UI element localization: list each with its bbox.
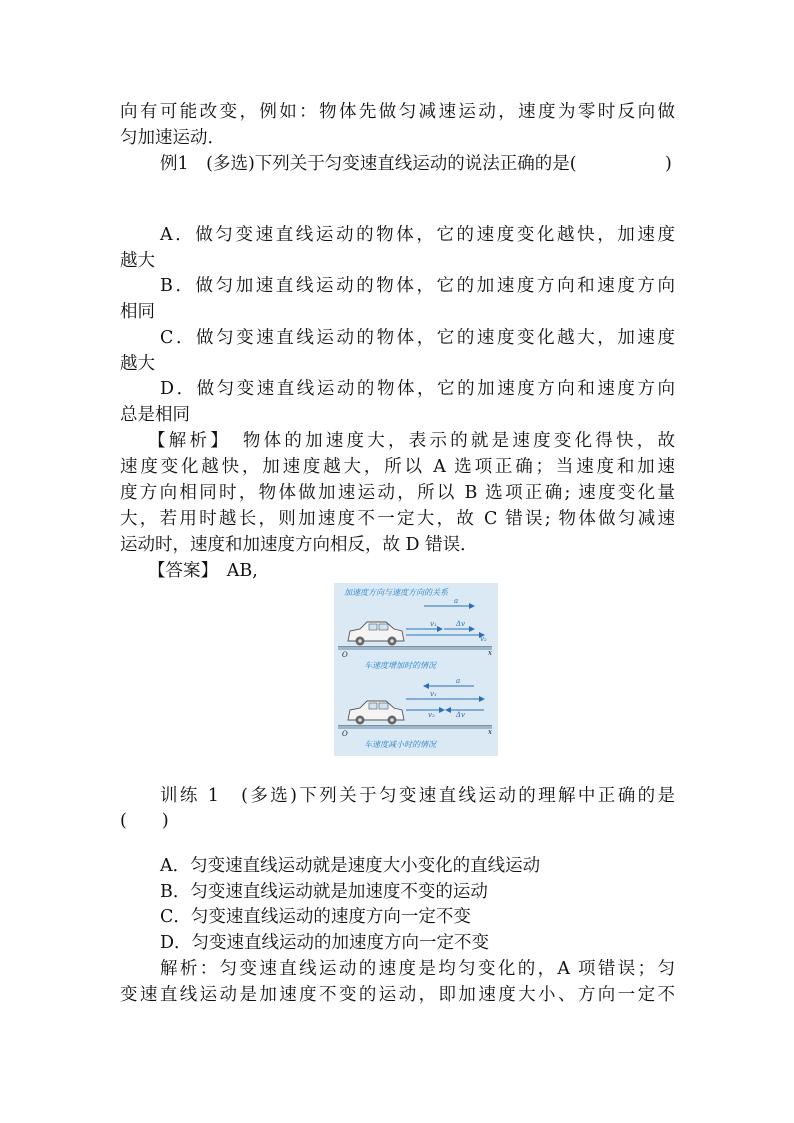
caption-bottom: 车速度减小时的情况	[364, 740, 436, 749]
training-option-d: D．匀变速直线运动的加速度方向一定不变	[160, 933, 490, 953]
training-1-paren: ( )	[120, 811, 169, 831]
a-label-bottom: a	[456, 677, 461, 685]
option-d-cont: 总是相同	[120, 405, 190, 425]
training-option-b: B．匀变速直线运动就是加速度不变的运动	[160, 882, 488, 902]
analysis-line: 【解析】 物体的加速度大，表示的就是速度变化得快，故	[148, 431, 675, 451]
example-1-question: 例1 (多选)下列关于匀变速直线运动的说法正确的是(	[160, 154, 577, 174]
training-analysis-line: 变速直线运动是加速度不变的运动，即加速度大小、方向一定不	[120, 985, 675, 1005]
option-d: D．做匀变速直线运动的物体，它的加速度方向和速度方向	[160, 379, 675, 399]
option-a: A．做匀变速直线运动的物体，它的速度变化越快，加速度	[160, 225, 675, 245]
text-line: 向有可能改变，例如：物体先做匀减速运动，速度为零时反向做	[120, 102, 675, 122]
answer-paren-close: )	[665, 154, 672, 174]
caption-top: 车速度增加时的情况	[364, 661, 436, 670]
option-c: C．做匀变速直线运动的物体，它的速度变化越大，加速度	[160, 328, 675, 348]
a-label-top: a	[454, 597, 459, 605]
car-top-icon	[348, 622, 404, 646]
x-axis-label: x	[488, 728, 492, 736]
dv-label-top: Δv	[456, 620, 466, 628]
analysis-line: 速度变化越快，加速度越大，所以 A 选项正确；当速度和加速	[120, 457, 675, 477]
v1-label-top: v₁	[430, 620, 437, 628]
training-option-a: A．匀变速直线运动就是速度大小变化的直线运动	[160, 856, 541, 876]
v2-label-top: v₂	[480, 635, 487, 643]
origin-label: O	[342, 651, 348, 659]
dv-label-bottom: Δv	[456, 711, 466, 719]
analysis-line: 度方向相同时，物体做加速运动，所以 B 选项正确; 速度变化量	[120, 483, 675, 503]
v2-label-bottom: v₂	[428, 711, 435, 719]
analysis-line: 运动时，速度和加速度方向相反，故 D 错误．	[120, 535, 478, 555]
answer-line: 【答案】 AB,	[148, 561, 258, 581]
v1-label-bottom: v₁	[430, 690, 437, 698]
text-line: 匀加速运动．	[120, 128, 225, 148]
x-axis-label: x	[488, 649, 492, 657]
option-c-cont: 越大	[120, 354, 155, 374]
option-a-cont: 越大	[120, 251, 155, 271]
figure-title: 加速度方向与速度方向的关系	[344, 588, 448, 597]
origin-label: O	[342, 730, 348, 738]
training-analysis-line: 解析：匀变速直线运动的速度是均匀变化的，A 项错误；匀	[160, 959, 675, 979]
option-b-cont: 相同	[120, 302, 155, 322]
training-1-question: 训练 1 (多选)下列关于匀变速直线运动的理解中正确的是	[160, 786, 675, 806]
analysis-line: 大，若用时越长，则加速度不一定大，故 C 错误; 物体做匀减速	[120, 509, 675, 529]
car-bottom-icon	[348, 701, 404, 725]
option-b: B．做匀加速直线运动的物体，它的加速度方向和速度方向	[160, 276, 675, 296]
velocity-acceleration-figure	[334, 583, 498, 756]
training-option-c: C．匀变速直线运动的速度方向一定不变	[160, 907, 471, 927]
